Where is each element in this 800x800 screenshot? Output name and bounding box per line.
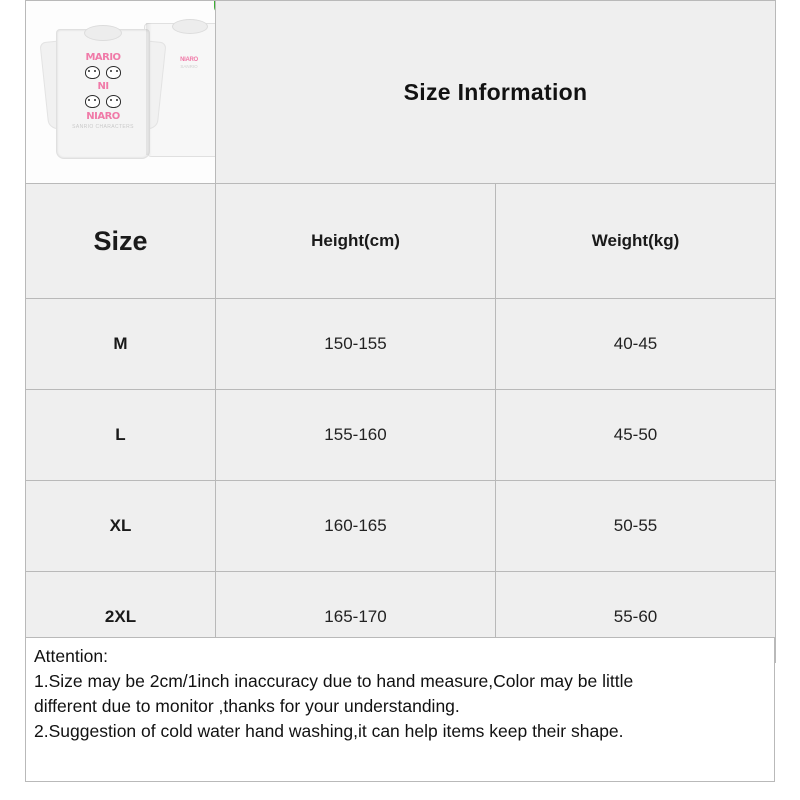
product-photo — [26, 1, 215, 183]
kuromi-face-icon — [106, 66, 121, 79]
column-header-size: Size — [26, 184, 216, 299]
green-tab-icon — [214, 1, 216, 13]
cell-weight: 45-50 — [496, 390, 776, 481]
attention-heading: Attention: — [34, 646, 108, 666]
product-image-cell — [26, 1, 216, 184]
cell-height: 165-170 — [216, 572, 496, 663]
cell-size: M — [26, 299, 216, 390]
attention-line-1: 1.Size may be 2cm/1inch inaccuracy due to hand measure,Color may be little — [34, 670, 634, 691]
collar-front — [84, 25, 122, 41]
back-print — [176, 57, 202, 69]
collar-back — [172, 19, 208, 34]
column-header-weight: Weight(kg) — [496, 184, 776, 299]
back-print-subtext: SANRIO — [180, 64, 198, 69]
kuromi-face-icon — [85, 66, 100, 79]
graphic-word-3: NIARO — [86, 110, 120, 122]
cell-size: 2XL — [26, 572, 216, 663]
cell-height: 150-155 — [216, 299, 496, 390]
size-information-table — [25, 0, 776, 663]
graphic-word-1: MARIO — [85, 52, 121, 63]
kuromi-face-icon — [106, 95, 121, 108]
character-faces — [72, 94, 134, 111]
cell-height: 160-165 — [216, 481, 496, 572]
attention-block — [25, 637, 775, 782]
kuromi-face-icon — [85, 95, 100, 108]
table-row — [26, 390, 776, 481]
cell-weight: 50-55 — [496, 481, 776, 572]
cell-weight: 55-60 — [496, 572, 776, 663]
page-title: Size Information — [216, 1, 776, 184]
table-row-headers — [26, 184, 776, 299]
graphic-subtext: SANRIO CHARACTERS — [72, 124, 134, 131]
graphic-word-2: NI — [97, 81, 109, 93]
table-row — [26, 481, 776, 572]
back-print-word: NIARO — [180, 57, 198, 63]
image-shadow — [146, 23, 152, 155]
cell-size: L — [26, 390, 216, 481]
attention-line-3: 2.Suggestion of cold water hand washing,it can help items keep their shape. — [34, 720, 624, 741]
column-header-height: Height(cm) — [216, 184, 496, 299]
character-faces — [72, 65, 134, 82]
cell-height: 155-160 — [216, 390, 496, 481]
table-row-header-image — [26, 1, 776, 184]
attention-line-2: different due to monitor ,thanks for your understanding. — [34, 695, 460, 716]
table-row — [26, 299, 776, 390]
chest-graphic — [72, 52, 134, 131]
cell-size: XL — [26, 481, 216, 572]
cell-weight: 40-45 — [496, 299, 776, 390]
